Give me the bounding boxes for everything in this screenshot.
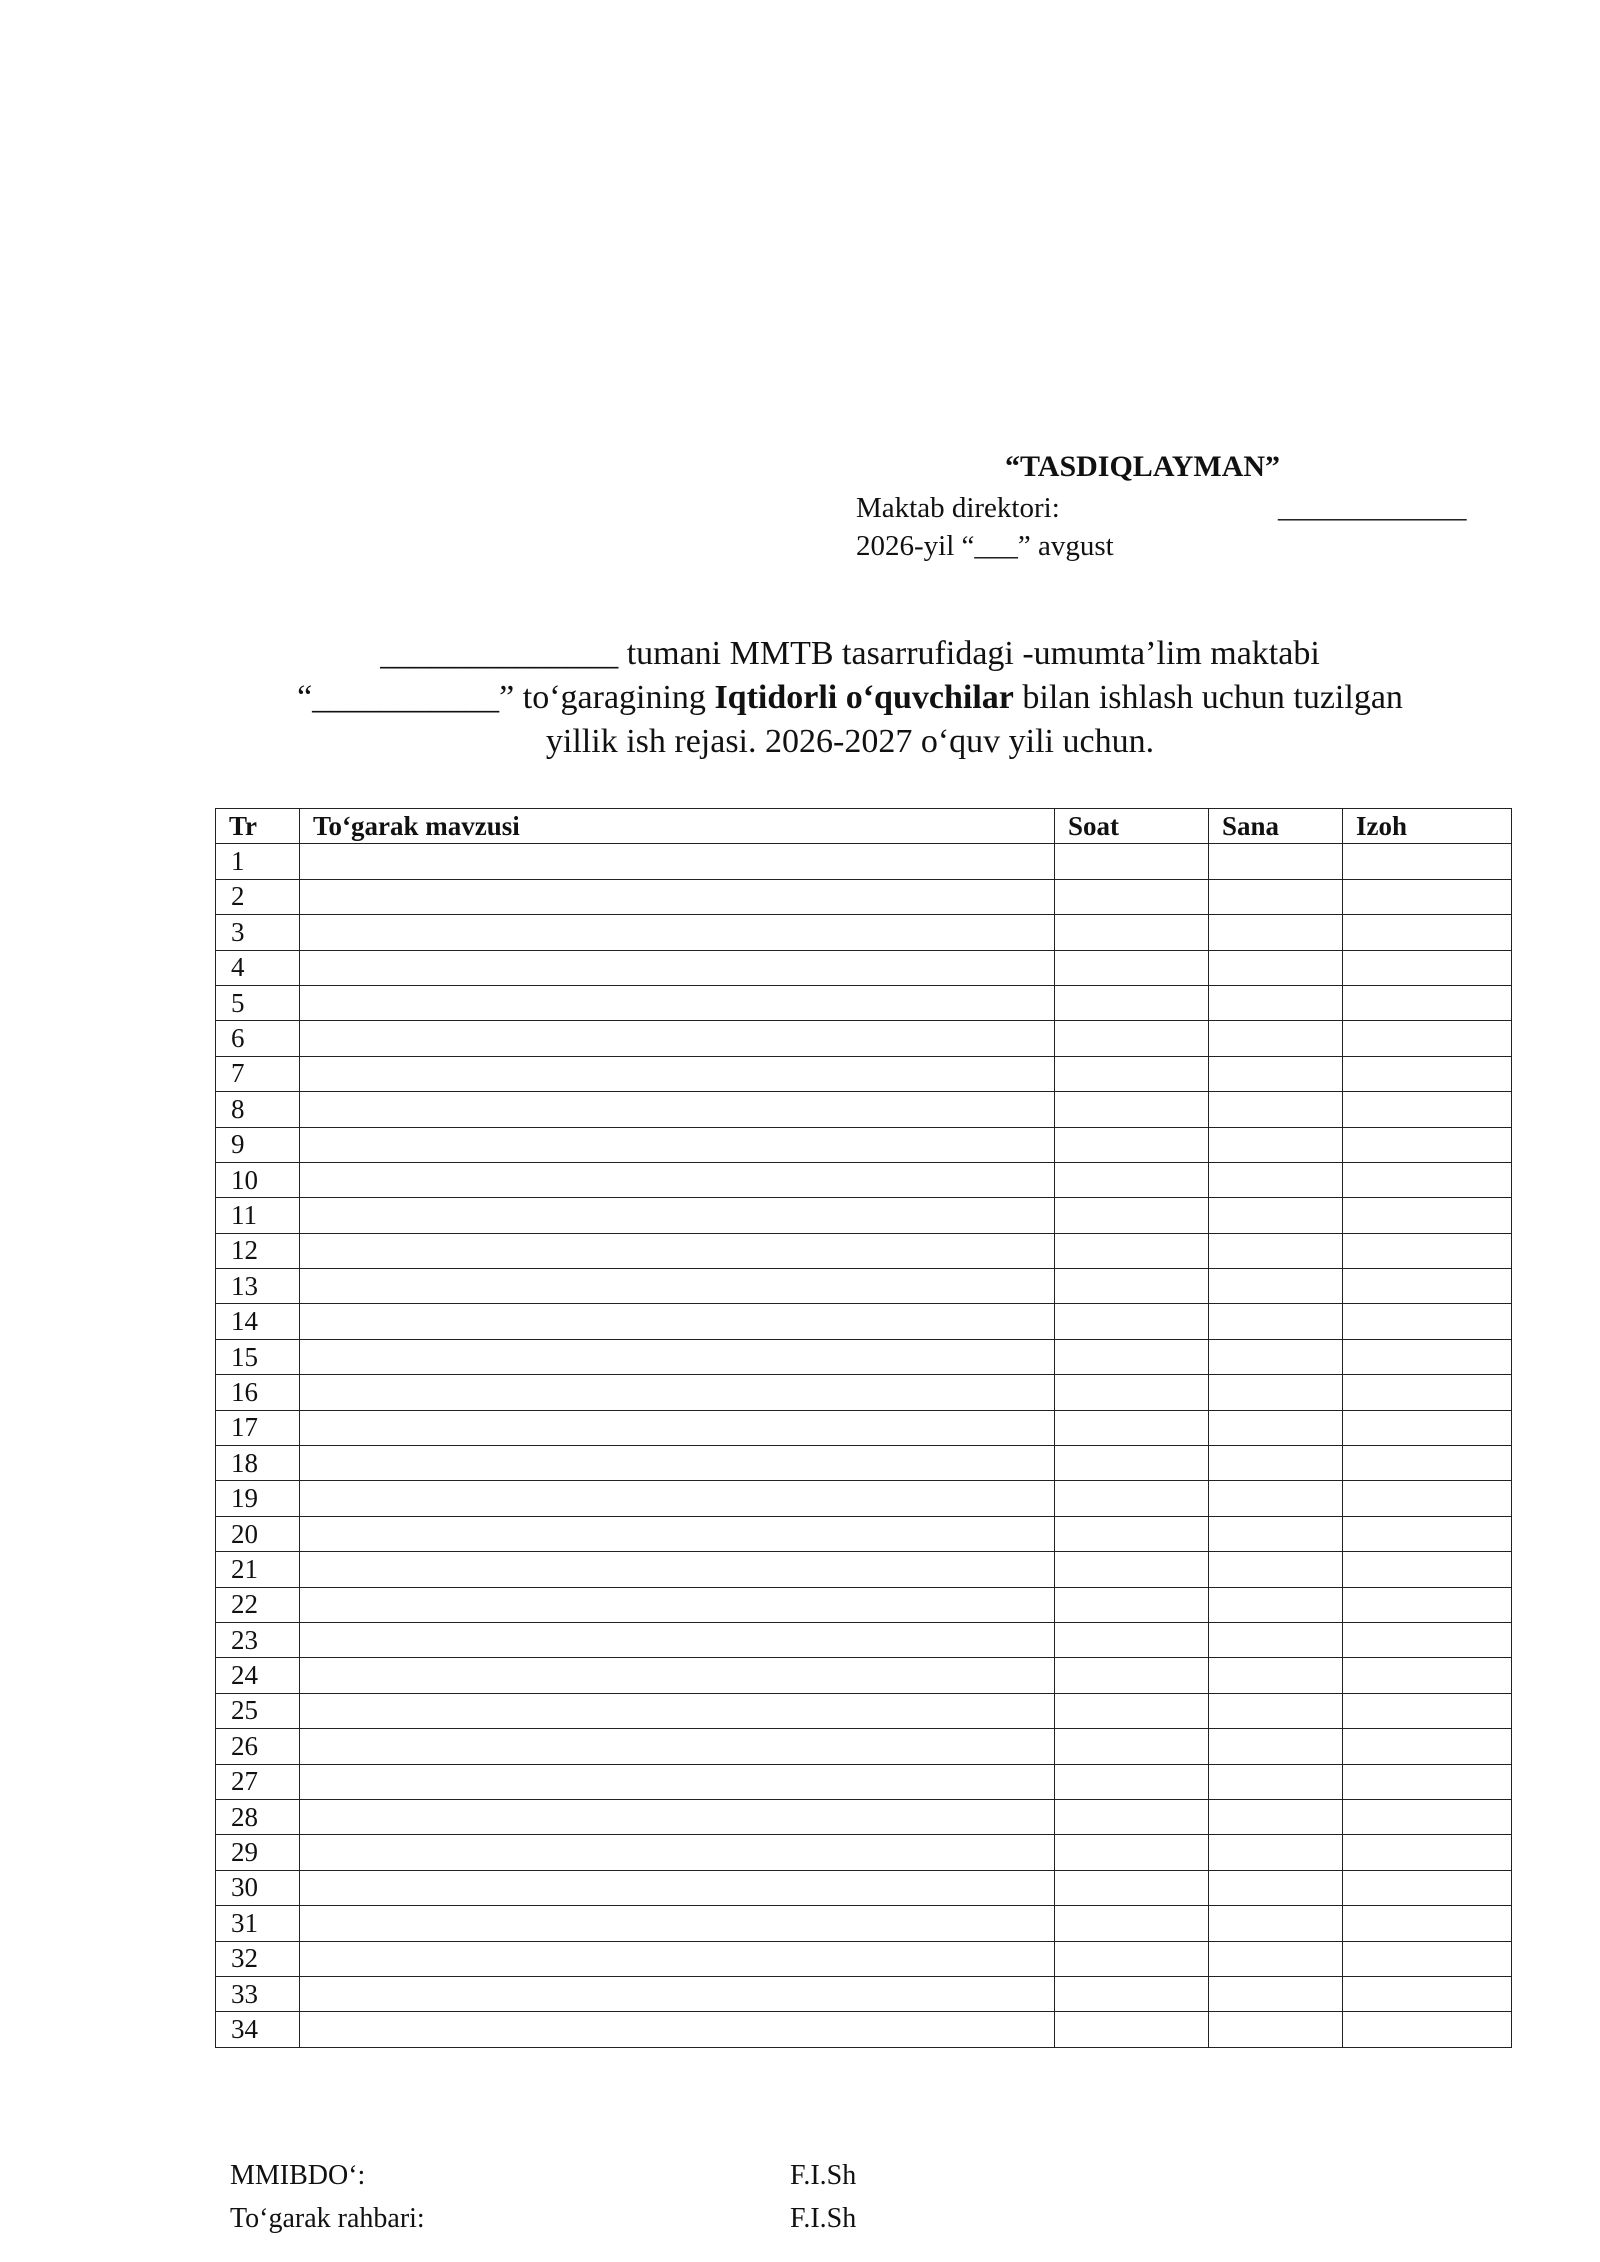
hours-cell[interactable] — [1055, 1941, 1209, 1976]
row-number-cell: 17 — [216, 1410, 300, 1445]
date-cell[interactable] — [1209, 1906, 1343, 1941]
row-number-cell: 33 — [216, 1976, 300, 2011]
date-cell[interactable] — [1209, 1622, 1343, 1657]
topic-cell[interactable] — [300, 1198, 1055, 1233]
note-cell[interactable] — [1343, 1339, 1512, 1374]
topic-cell[interactable] — [300, 1658, 1055, 1693]
date-cell[interactable] — [1209, 1304, 1343, 1339]
table-row — [216, 1339, 1512, 1374]
footer-value: F.I.Sh — [790, 2203, 857, 2234]
hours-cell[interactable] — [1055, 1481, 1209, 1516]
topic-cell[interactable] — [300, 1269, 1055, 1304]
date-cell[interactable] — [1209, 1976, 1343, 2011]
date-cell[interactable] — [1209, 1552, 1343, 1587]
topic-cell[interactable] — [300, 1339, 1055, 1374]
column-header-topic: To‘garak mavzusi — [300, 809, 1055, 844]
table-row — [216, 1021, 1512, 1056]
heading-line-2-prefix: “___________” to‘garagining — [297, 679, 715, 716]
table-row — [216, 2012, 1512, 2047]
note-cell[interactable] — [1343, 2012, 1512, 2047]
table-row — [216, 1835, 1512, 1870]
note-cell[interactable] — [1343, 1481, 1512, 1516]
topic-cell[interactable] — [300, 879, 1055, 914]
table-row — [216, 1764, 1512, 1799]
topic-cell[interactable] — [300, 1021, 1055, 1056]
topic-cell[interactable] — [300, 985, 1055, 1020]
date-cell[interactable] — [1209, 1410, 1343, 1445]
table-row — [216, 1481, 1512, 1516]
row-number-cell: 12 — [216, 1233, 300, 1268]
date-cell[interactable] — [1209, 1056, 1343, 1091]
topic-cell[interactable] — [300, 1622, 1055, 1657]
column-header-number: Tr — [216, 809, 300, 844]
heading-line-2-suffix: bilan ishlash uchun tuzilgan — [1013, 679, 1403, 716]
date-cell[interactable] — [1209, 1481, 1343, 1516]
row-number-cell: 24 — [216, 1658, 300, 1693]
hours-cell[interactable] — [1055, 1339, 1209, 1374]
note-cell[interactable] — [1343, 1693, 1512, 1728]
table-row — [216, 1906, 1512, 1941]
row-number-cell: 34 — [216, 2012, 300, 2047]
note-cell[interactable] — [1343, 844, 1512, 879]
row-number-cell: 8 — [216, 1092, 300, 1127]
topic-cell[interactable] — [300, 1552, 1055, 1587]
row-number-cell: 2 — [216, 879, 300, 914]
table-row — [216, 1870, 1512, 1905]
note-cell[interactable] — [1343, 985, 1512, 1020]
date-cell[interactable] — [1209, 1198, 1343, 1233]
hours-cell[interactable] — [1055, 1375, 1209, 1410]
row-number-cell: 27 — [216, 1764, 300, 1799]
table-row — [216, 1092, 1512, 1127]
note-cell[interactable] — [1343, 950, 1512, 985]
table-header-row — [216, 809, 1512, 844]
hours-cell[interactable] — [1055, 1127, 1209, 1162]
hours-cell[interactable] — [1055, 879, 1209, 914]
topic-cell[interactable] — [300, 915, 1055, 950]
row-number-cell: 16 — [216, 1375, 300, 1410]
footer-label: To‘garak rahbari: — [230, 2203, 425, 2234]
date-cell[interactable] — [1209, 1127, 1343, 1162]
topic-cell[interactable] — [300, 1729, 1055, 1764]
table-row — [216, 1375, 1512, 1410]
date-cell[interactable] — [1209, 879, 1343, 914]
row-number-cell: 6 — [216, 1021, 300, 1056]
hours-cell[interactable] — [1055, 1162, 1209, 1197]
row-number-cell: 23 — [216, 1622, 300, 1657]
table-row — [216, 1056, 1512, 1091]
table-row — [216, 1729, 1512, 1764]
row-number-cell: 3 — [216, 915, 300, 950]
approval-block — [0, 0, 1600, 600]
document-heading — [200, 632, 1500, 764]
row-number-cell: 13 — [216, 1269, 300, 1304]
note-cell[interactable] — [1343, 1446, 1512, 1481]
topic-cell[interactable] — [300, 1799, 1055, 1834]
heading-line-2-bold: Iqtidorli o‘quvchilar — [714, 679, 1014, 716]
topic-cell[interactable] — [300, 1693, 1055, 1728]
topic-cell[interactable] — [300, 1446, 1055, 1481]
column-header-hours: Soat — [1055, 809, 1209, 844]
date-cell[interactable] — [1209, 1870, 1343, 1905]
hours-cell[interactable] — [1055, 2012, 1209, 2047]
note-cell[interactable] — [1343, 1233, 1512, 1268]
hours-cell[interactable] — [1055, 1021, 1209, 1056]
topic-cell[interactable] — [300, 1375, 1055, 1410]
hours-cell[interactable] — [1055, 1516, 1209, 1551]
note-cell[interactable] — [1343, 1976, 1512, 2011]
table-row — [216, 1446, 1512, 1481]
hours-cell[interactable] — [1055, 985, 1209, 1020]
date-cell[interactable] — [1209, 1446, 1343, 1481]
topic-cell[interactable] — [300, 1233, 1055, 1268]
table-body — [216, 844, 1512, 2047]
row-number-cell: 21 — [216, 1552, 300, 1587]
note-cell[interactable] — [1343, 1198, 1512, 1233]
note-cell[interactable] — [1343, 1906, 1512, 1941]
table-row — [216, 985, 1512, 1020]
hours-cell[interactable] — [1055, 1269, 1209, 1304]
table-row — [216, 1198, 1512, 1233]
heading-line-1: ______________ tumani MMTB tasarrufidagi -umumta’lim maktabi — [380, 635, 1320, 672]
table-row — [216, 1233, 1512, 1268]
row-number-cell: 31 — [216, 1906, 300, 1941]
row-number-cell: 19 — [216, 1481, 300, 1516]
date-cell[interactable] — [1209, 1375, 1343, 1410]
row-number-cell: 9 — [216, 1127, 300, 1162]
note-cell[interactable] — [1343, 1941, 1512, 1976]
topic-cell[interactable] — [300, 1516, 1055, 1551]
topic-cell[interactable] — [300, 1835, 1055, 1870]
topic-cell[interactable] — [300, 2012, 1055, 2047]
hours-cell[interactable] — [1055, 1198, 1209, 1233]
hours-cell[interactable] — [1055, 1658, 1209, 1693]
topic-cell[interactable] — [300, 1092, 1055, 1127]
table-row — [216, 1410, 1512, 1445]
topic-cell[interactable] — [300, 1906, 1055, 1941]
date-cell[interactable] — [1209, 1092, 1343, 1127]
note-cell[interactable] — [1343, 1162, 1512, 1197]
row-number-cell: 28 — [216, 1799, 300, 1834]
table-row — [216, 1127, 1512, 1162]
note-cell[interactable] — [1343, 1870, 1512, 1905]
row-number-cell: 29 — [216, 1835, 300, 1870]
date-cell[interactable] — [1209, 1339, 1343, 1374]
date-cell[interactable] — [1209, 1587, 1343, 1622]
hours-cell[interactable] — [1055, 1870, 1209, 1905]
note-cell[interactable] — [1343, 1127, 1512, 1162]
row-number-cell: 10 — [216, 1162, 300, 1197]
row-number-cell: 32 — [216, 1941, 300, 1976]
date-cell[interactable] — [1209, 844, 1343, 879]
date-cell[interactable] — [1209, 1658, 1343, 1693]
table-row — [216, 1516, 1512, 1551]
director-signature-line: _____________ — [1278, 492, 1467, 524]
date-cell[interactable] — [1209, 1021, 1343, 1056]
row-number-cell: 18 — [216, 1446, 300, 1481]
topic-cell[interactable] — [300, 1127, 1055, 1162]
date-cell[interactable] — [1209, 1162, 1343, 1197]
hours-cell[interactable] — [1055, 1092, 1209, 1127]
note-cell[interactable] — [1343, 1375, 1512, 1410]
row-number-cell: 20 — [216, 1516, 300, 1551]
hours-cell[interactable] — [1055, 1764, 1209, 1799]
note-cell[interactable] — [1343, 1799, 1512, 1834]
note-cell[interactable] — [1343, 1304, 1512, 1339]
hours-cell[interactable] — [1055, 1693, 1209, 1728]
note-cell[interactable] — [1343, 1835, 1512, 1870]
topic-cell[interactable] — [300, 1162, 1055, 1197]
table-row — [216, 1162, 1512, 1197]
approval-title: “TASDIQLAYMAN” — [1005, 450, 1281, 483]
hours-cell[interactable] — [1055, 1446, 1209, 1481]
topic-cell[interactable] — [300, 950, 1055, 985]
note-cell[interactable] — [1343, 1092, 1512, 1127]
note-cell[interactable] — [1343, 1410, 1512, 1445]
heading-line-3: yillik ish rejasi. 2026-2027 o‘quv yili uchun. — [545, 723, 1155, 760]
table-row — [216, 1976, 1512, 2011]
hours-cell[interactable] — [1055, 1056, 1209, 1091]
heading-line-2 — [200, 676, 1500, 720]
note-cell[interactable] — [1343, 1056, 1512, 1091]
row-number-cell: 15 — [216, 1339, 300, 1374]
note-cell[interactable] — [1343, 1729, 1512, 1764]
hours-cell[interactable] — [1055, 1410, 1209, 1445]
hours-cell[interactable] — [1055, 844, 1209, 879]
date-cell[interactable] — [1209, 985, 1343, 1020]
table-row — [216, 1941, 1512, 1976]
column-header-date: Sana — [1209, 809, 1343, 844]
date-cell[interactable] — [1209, 1516, 1343, 1551]
hours-cell[interactable] — [1055, 1729, 1209, 1764]
date-cell[interactable] — [1209, 1729, 1343, 1764]
row-number-cell: 22 — [216, 1587, 300, 1622]
date-cell[interactable] — [1209, 1233, 1343, 1268]
table-row — [216, 1587, 1512, 1622]
hours-cell[interactable] — [1055, 1304, 1209, 1339]
row-number-cell: 14 — [216, 1304, 300, 1339]
date-cell[interactable] — [1209, 1693, 1343, 1728]
topic-cell[interactable] — [300, 1410, 1055, 1445]
note-cell[interactable] — [1343, 1622, 1512, 1657]
topic-cell[interactable] — [300, 1304, 1055, 1339]
hours-cell[interactable] — [1055, 1622, 1209, 1657]
hours-cell[interactable] — [1055, 1233, 1209, 1268]
note-cell[interactable] — [1343, 1587, 1512, 1622]
note-cell[interactable] — [1343, 1764, 1512, 1799]
table-row — [216, 1693, 1512, 1728]
hours-cell[interactable] — [1055, 1906, 1209, 1941]
hours-cell[interactable] — [1055, 1799, 1209, 1834]
date-cell[interactable] — [1209, 1941, 1343, 1976]
note-cell[interactable] — [1343, 1552, 1512, 1587]
column-header-note: Izoh — [1343, 809, 1512, 844]
date-cell[interactable] — [1209, 2012, 1343, 2047]
topic-cell[interactable] — [300, 844, 1055, 879]
table-row — [216, 1304, 1512, 1339]
note-cell[interactable] — [1343, 1658, 1512, 1693]
topic-cell[interactable] — [300, 1764, 1055, 1799]
plan-table — [215, 808, 1512, 2048]
date-cell[interactable] — [1209, 915, 1343, 950]
hours-cell[interactable] — [1055, 1835, 1209, 1870]
date-cell[interactable] — [1209, 950, 1343, 985]
footer-value: F.I.Sh — [790, 2160, 857, 2191]
note-cell[interactable] — [1343, 879, 1512, 914]
topic-cell[interactable] — [300, 1941, 1055, 1976]
row-number-cell: 4 — [216, 950, 300, 985]
hours-cell[interactable] — [1055, 1587, 1209, 1622]
topic-cell[interactable] — [300, 1870, 1055, 1905]
row-number-cell: 25 — [216, 1693, 300, 1728]
date-cell[interactable] — [1209, 1799, 1343, 1834]
topic-cell[interactable] — [300, 1587, 1055, 1622]
note-cell[interactable] — [1343, 915, 1512, 950]
row-number-cell: 1 — [216, 844, 300, 879]
table-row — [216, 879, 1512, 914]
table-row — [216, 1658, 1512, 1693]
hours-cell[interactable] — [1055, 915, 1209, 950]
note-cell[interactable] — [1343, 1516, 1512, 1551]
row-number-cell: 11 — [216, 1198, 300, 1233]
table-row — [216, 1269, 1512, 1304]
director-label: Maktab direktori: — [856, 492, 1060, 524]
topic-cell[interactable] — [300, 1056, 1055, 1091]
approval-date: 2026-yil “___” avgust — [856, 530, 1114, 562]
row-number-cell: 30 — [216, 1870, 300, 1905]
topic-cell[interactable] — [300, 1481, 1055, 1516]
table-row — [216, 1622, 1512, 1657]
table-row — [216, 1799, 1512, 1834]
date-cell[interactable] — [1209, 1269, 1343, 1304]
footer-label: MMIBDO‘: — [230, 2160, 366, 2191]
note-cell[interactable] — [1343, 1021, 1512, 1056]
hours-cell[interactable] — [1055, 950, 1209, 985]
note-cell[interactable] — [1343, 1269, 1512, 1304]
hours-cell[interactable] — [1055, 1976, 1209, 2011]
table-row — [216, 950, 1512, 985]
row-number-cell: 26 — [216, 1729, 300, 1764]
date-cell[interactable] — [1209, 1835, 1343, 1870]
row-number-cell: 7 — [216, 1056, 300, 1091]
table-row — [216, 1552, 1512, 1587]
hours-cell[interactable] — [1055, 1552, 1209, 1587]
topic-cell[interactable] — [300, 1976, 1055, 2011]
date-cell[interactable] — [1209, 1764, 1343, 1799]
table-row — [216, 844, 1512, 879]
table-row — [216, 915, 1512, 950]
row-number-cell: 5 — [216, 985, 300, 1020]
